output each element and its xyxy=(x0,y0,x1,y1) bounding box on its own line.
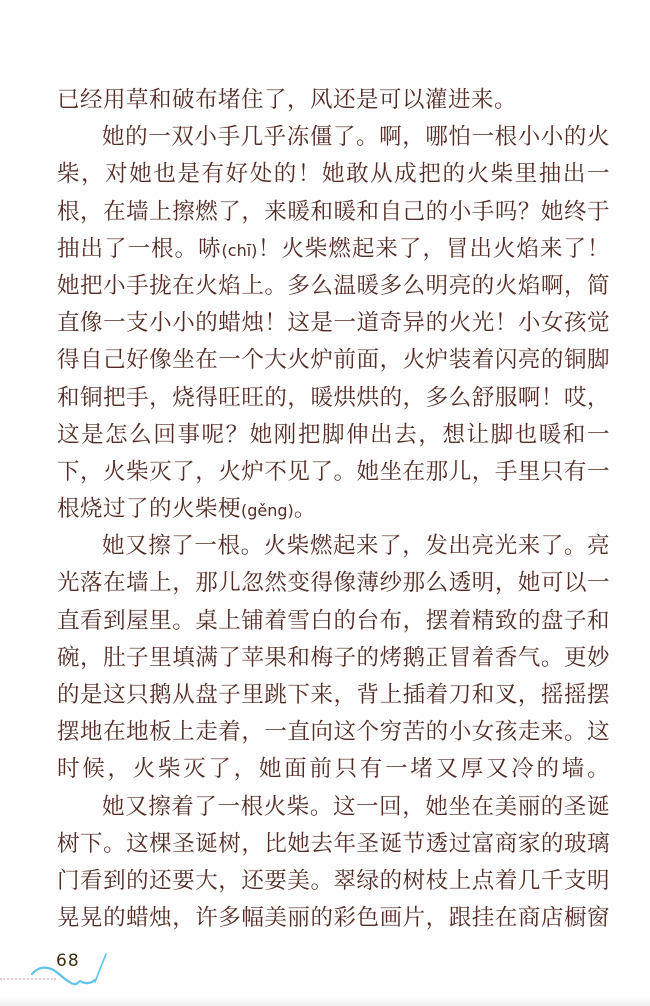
text-line: 这是怎么回事呢？她刚把脚伸出去，想让脚也暖和一 xyxy=(57,421,610,448)
text-line: 光落在墙上，那儿忽然变得像薄纱那么透明，她可以一 xyxy=(57,570,610,597)
body-text xyxy=(57,82,610,937)
text-line: 她把小手拢在火焰上。多么温暖多么明亮的火焰啊，简 xyxy=(57,272,610,299)
text-line: 她又擦着了一根火柴。这一回，她坐在美丽的圣诞 xyxy=(102,793,610,820)
text-line: 根，在墙上擦燃了，来暖和暖和自己的小手吗？她终于 xyxy=(57,198,610,225)
text-line: 晃晃的蜡烛，许多幅美丽的彩色画片，跟挂在商店橱窗 xyxy=(57,905,610,932)
text-line: 摆地在地板上走着，一直向这个穷苦的小女孩走来。这 xyxy=(57,719,610,746)
text-line: 树下。这棵圣诞树，比她去年圣诞节透过富商家的玻璃 xyxy=(57,830,610,857)
text-line: 直看到屋里。桌上铺着雪白的台布，摆着精致的盘子和 xyxy=(57,607,610,634)
text-line: 碗，肚子里填满了苹果和梅子的烤鹅正冒着香气。更妙 xyxy=(57,644,610,671)
text-line: 的是这只鹅从盘子里跳下来，背上插着刀和叉，摇摇摆 xyxy=(57,682,610,708)
text-line: 已经用草和破布堵住了，风还是可以灌进来。 xyxy=(57,87,518,113)
pinyin-annotation: (gěng) xyxy=(241,501,294,521)
text-line: 柴，对她也是有好处的！她敢从成把的火柴里抽出一 xyxy=(57,161,610,188)
pinyin-annotation: (chī) xyxy=(221,240,258,260)
page-number: 68 xyxy=(56,951,80,971)
text-line: 时候，火柴灭了，她面前只有一堵又厚又冷的墙。 xyxy=(57,756,610,783)
text-line: 下，火柴灭了，火炉不见了。她坐在那儿，手里只有一 xyxy=(57,458,610,485)
text-line: 直像一支小小的蜡烛！这是一道奇异的火光！小女孩觉 xyxy=(57,310,610,337)
text-line: 她的一双小手几乎冻僵了。啊，哪怕一根小小的火 xyxy=(102,124,610,151)
text-line: 抽出了一根。哧(chī)！火柴燃起来了，冒出火焰来了！ xyxy=(57,235,610,262)
text-line: 和铜把手，烧得旺旺的，暖烘烘的，多么舒服啊！哎， xyxy=(57,384,610,411)
page-footer xyxy=(0,940,200,1000)
text-line: 得自己好像坐在一个大火炉前面，火炉装着闪亮的铜脚 xyxy=(57,347,610,374)
text-line: 她又擦了一根。火柴燃起来了，发出亮光来了。亮 xyxy=(102,533,610,560)
text-line: 根烧过了的火柴梗(gěng)。 xyxy=(57,496,317,523)
text-line: 门看到的还要大，还要美。翠绿的树枝上点着几千支明 xyxy=(57,867,610,894)
